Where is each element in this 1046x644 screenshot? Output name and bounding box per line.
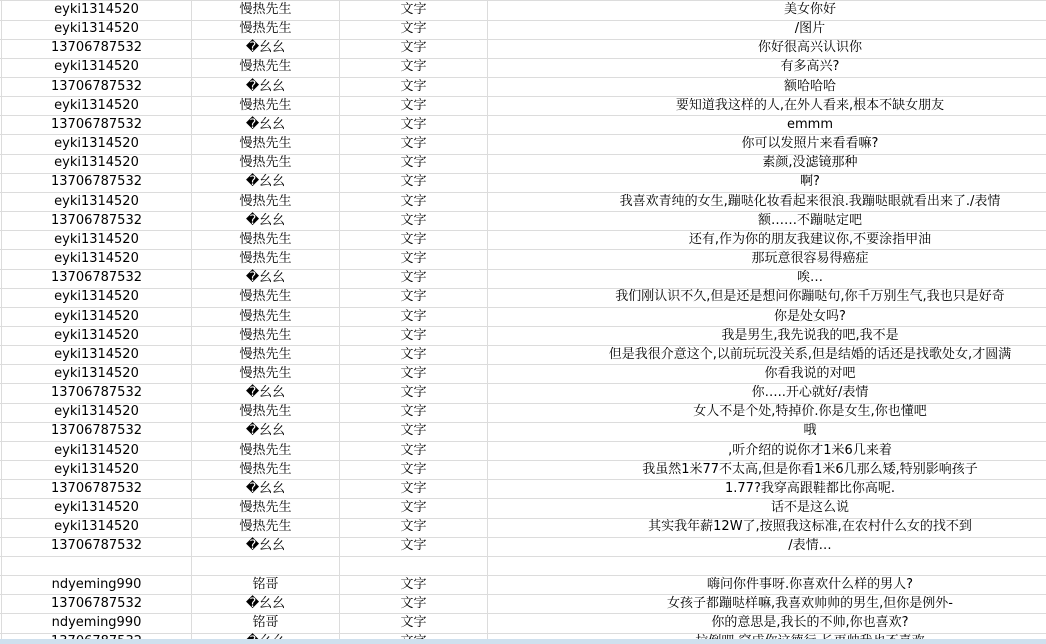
cell-message-type[interactable]: 文字 <box>340 384 488 404</box>
table-row <box>0 557 1046 576</box>
cell-message-type[interactable]: 文字 <box>340 154 488 174</box>
cell-sender-id[interactable]: eyki1314520 <box>2 308 192 328</box>
cell-message-type[interactable]: 文字 <box>340 576 488 596</box>
cell-message-type[interactable]: 文字 <box>340 231 488 251</box>
table-row <box>0 288 1046 307</box>
cell-message[interactable]: 你是处女吗? <box>488 308 1046 328</box>
cell-sender-name[interactable]: 慢热先生 <box>192 58 340 78</box>
cell-message-type[interactable]: 文字 <box>340 537 488 557</box>
cell-message[interactable]: 啊? <box>488 173 1046 193</box>
cell-message[interactable]: 你的意思是,我长的不帅,你也喜欢? <box>488 614 1046 634</box>
cell-sender-id[interactable]: eyki1314520 <box>2 135 192 155</box>
cell-sender-name[interactable]: �幺幺 <box>192 480 340 500</box>
table-row <box>0 231 1046 250</box>
table-row <box>0 39 1046 58</box>
cell-sender-name[interactable]: 慢热先生 <box>192 97 340 117</box>
cell-message[interactable]: 素颜,没滤镜那种 <box>488 154 1046 174</box>
cell-sender-name[interactable]: �幺幺 <box>192 78 340 98</box>
table-row <box>0 365 1046 384</box>
cell-sender-id[interactable]: ndyeming990 <box>2 614 192 634</box>
cell-sender-name[interactable]: 慢热先生 <box>192 193 340 213</box>
cell-message-type[interactable] <box>340 557 488 576</box>
table-row <box>0 576 1046 595</box>
cell-message[interactable]: 女孩子都蹦哒样嘛,我喜欢帅帅的男生,但你是例外- <box>488 595 1046 615</box>
table-row <box>0 97 1046 116</box>
cell-message[interactable]: 你好很高兴认识你 <box>488 39 1046 59</box>
cell-sender-name[interactable]: �幺幺 <box>192 422 340 442</box>
cell-message[interactable] <box>488 557 1046 576</box>
table-row <box>0 422 1046 441</box>
cell-sender-name[interactable]: �幺幺 <box>192 537 340 557</box>
cell-message[interactable]: 1.77?我穿高跟鞋都比你高呢. <box>488 480 1046 500</box>
cell-message-type[interactable]: 文字 <box>340 518 488 538</box>
cell-sender-id[interactable]: eyki1314520 <box>2 20 192 40</box>
cell-message-type[interactable]: 文字 <box>340 58 488 78</box>
cell-sender-name[interactable]: �幺幺 <box>192 212 340 232</box>
cell-message[interactable]: 唉… <box>488 269 1046 289</box>
cell-message-type[interactable]: 文字 <box>340 365 488 385</box>
table-row <box>0 595 1046 614</box>
cell-sender-name[interactable]: 慢热先生 <box>192 346 340 366</box>
cell-message-type[interactable]: 文字 <box>340 461 488 481</box>
cell-sender-id[interactable]: eyki1314520 <box>2 288 192 308</box>
cell-sender-name[interactable]: 慢热先生 <box>192 327 340 347</box>
cell-sender-id[interactable]: eyki1314520 <box>2 58 192 78</box>
table-row <box>0 154 1046 173</box>
cell-sender-name[interactable]: �幺幺 <box>192 384 340 404</box>
cell-message[interactable]: 你看我说的对吧 <box>488 365 1046 385</box>
cell-sender-id[interactable]: 13706787532 <box>2 78 192 98</box>
cell-sender-id[interactable]: eyki1314520 <box>2 231 192 251</box>
cell-message[interactable]: 你…..开心就好/表情 <box>488 384 1046 404</box>
cell-message[interactable]: 有多高兴? <box>488 58 1046 78</box>
cell-sender-name[interactable]: �幺幺 <box>192 173 340 193</box>
cell-message-type[interactable]: 文字 <box>340 269 488 289</box>
cell-message-type[interactable]: 文字 <box>340 480 488 500</box>
table-row <box>0 403 1046 422</box>
cell-message-type[interactable]: 文字 <box>340 1 488 21</box>
table-row <box>0 442 1046 461</box>
cell-sender-name[interactable]: �幺幺 <box>192 595 340 615</box>
cell-sender-id[interactable]: eyki1314520 <box>2 365 192 385</box>
cell-message-type[interactable]: 文字 <box>340 403 488 423</box>
cell-sender-id[interactable]: eyki1314520 <box>2 250 192 270</box>
cell-message[interactable]: 我虽然1米77不太高,但是你看1米6几那么矮,特别影响孩子 <box>488 461 1046 481</box>
cell-sender-id[interactable]: 13706787532 <box>2 116 192 136</box>
cell-sender-id[interactable]: eyki1314520 <box>2 1 192 21</box>
cell-sender-id[interactable]: eyki1314520 <box>2 193 192 213</box>
cell-sender-name[interactable]: �幺幺 <box>192 39 340 59</box>
cell-sender-id[interactable]: 13706787532 <box>2 595 192 615</box>
cell-sender-id[interactable]: 13706787532 <box>2 422 192 442</box>
cell-message-type[interactable]: 文字 <box>340 614 488 634</box>
cell-message[interactable]: 还有,作为你的朋友我建议你,不要涂指甲油 <box>488 231 1046 251</box>
cell-message-type[interactable]: 文字 <box>340 288 488 308</box>
cell-message-type[interactable]: 文字 <box>340 308 488 328</box>
cell-message-type[interactable]: 文字 <box>340 39 488 59</box>
cell-sender-name[interactable]: 慢热先生 <box>192 20 340 40</box>
cell-sender-name[interactable]: 慢热先生 <box>192 154 340 174</box>
table-row <box>0 384 1046 403</box>
table-row <box>0 269 1046 288</box>
cell-message[interactable]: 哦 <box>488 422 1046 442</box>
table-row <box>0 212 1046 231</box>
table-row <box>0 1 1046 20</box>
cell-sender-id[interactable]: eyki1314520 <box>2 97 192 117</box>
cell-sender-id[interactable]: 13706787532 <box>2 537 192 557</box>
cell-message[interactable]: 那玩意很容易得癌症 <box>488 250 1046 270</box>
cell-sender-name[interactable]: 慢热先生 <box>192 442 340 462</box>
cell-message[interactable]: /图片 <box>488 20 1046 40</box>
cell-sender-name[interactable]: 慢热先生 <box>192 288 340 308</box>
cell-message[interactable]: 嗨问你件事呀.你喜欢什么样的男人? <box>488 576 1046 596</box>
cell-message[interactable]: 你可以发照片来看看嘛? <box>488 135 1046 155</box>
cell-message[interactable]: ,听介绍的说你才1米6几来着 <box>488 442 1046 462</box>
table-row <box>0 499 1046 518</box>
cell-message[interactable]: 要知道我这样的人,在外人看来,根本不缺女朋友 <box>488 97 1046 117</box>
cell-sender-id[interactable]: eyki1314520 <box>2 499 192 519</box>
table-row <box>0 135 1046 154</box>
cell-sender-name[interactable]: 铭哥 <box>192 576 340 596</box>
cell-sender-id[interactable]: 13706787532 <box>2 173 192 193</box>
cell-message-type[interactable]: 文字 <box>340 422 488 442</box>
cell-message[interactable]: 额……不蹦哒定吧 <box>488 212 1046 232</box>
table-row <box>0 116 1046 135</box>
cell-sender-name[interactable]: 慢热先生 <box>192 308 340 328</box>
cell-sender-id[interactable]: eyki1314520 <box>2 403 192 423</box>
cell-sender-id[interactable]: eyki1314520 <box>2 461 192 481</box>
cell-message-type[interactable]: 文字 <box>340 595 488 615</box>
cell-message[interactable]: emmm <box>488 116 1046 136</box>
cell-message-type[interactable]: 文字 <box>340 327 488 347</box>
cell-sender-id[interactable]: 13706787532 <box>2 269 192 289</box>
cell-sender-name[interactable]: �幺幺 <box>192 116 340 136</box>
table-row <box>0 250 1046 269</box>
cell-sender-name[interactable]: 慢热先生 <box>192 231 340 251</box>
cell-message[interactable]: 女人不是个处,特掉价.你是女生,你也懂吧 <box>488 403 1046 423</box>
cell-sender-id[interactable] <box>2 557 192 576</box>
cell-message-type[interactable]: 文字 <box>340 442 488 462</box>
cell-message[interactable]: 但是我很介意这个,以前玩玩没关系,但是结婚的话还是找歌处女,才圆满 <box>488 346 1046 366</box>
cell-message[interactable]: 我喜欢青纯的女生,蹦哒化妆看起来很浪.我蹦哒眼就看出来了./表情 <box>488 193 1046 213</box>
cell-sender-name[interactable]: 铭哥 <box>192 614 340 634</box>
cell-sender-name[interactable]: 慢热先生 <box>192 499 340 519</box>
cell-sender-name[interactable]: 慢热先生 <box>192 403 340 423</box>
table-row <box>0 327 1046 346</box>
cell-message-type[interactable]: 文字 <box>340 499 488 519</box>
cell-sender-name[interactable]: 慢热先生 <box>192 250 340 270</box>
cell-message-type[interactable]: 文字 <box>340 78 488 98</box>
cell-message-type[interactable]: 文字 <box>340 20 488 40</box>
table-row <box>0 58 1046 77</box>
cell-sender-id[interactable]: ndyeming990 <box>2 576 192 596</box>
cell-message[interactable]: 美女你好 <box>488 1 1046 21</box>
cell-sender-id[interactable]: 13706787532 <box>2 480 192 500</box>
cell-sender-id[interactable]: eyki1314520 <box>2 518 192 538</box>
cell-sender-id[interactable]: eyki1314520 <box>2 442 192 462</box>
cell-sender-id[interactable]: 13706787532 <box>2 212 192 232</box>
cell-message-type[interactable]: 文字 <box>340 135 488 155</box>
cell-message-type[interactable]: 文字 <box>340 250 488 270</box>
table-row <box>0 537 1046 556</box>
cell-message-type[interactable]: 文字 <box>340 116 488 136</box>
cell-message[interactable]: 我是男生,我先说我的吧,我不是 <box>488 327 1046 347</box>
cell-sender-id[interactable]: 13706787532 <box>2 39 192 59</box>
table-row <box>0 461 1046 480</box>
table-row <box>0 78 1046 97</box>
table-row <box>0 308 1046 327</box>
cell-message-type[interactable]: 文字 <box>340 212 488 232</box>
table-row <box>0 480 1046 499</box>
bottom-scroll-strip[interactable] <box>0 639 1046 644</box>
cell-sender-name[interactable] <box>192 557 340 576</box>
table-row <box>0 193 1046 212</box>
cell-sender-name[interactable]: 慢热先生 <box>192 461 340 481</box>
cell-message[interactable]: 其实我年薪12W了,按照我这标准,在农村什么女的找不到 <box>488 518 1046 538</box>
cell-message-type[interactable]: 文字 <box>340 193 488 213</box>
cell-sender-id[interactable]: 13706787532 <box>2 384 192 404</box>
cell-message-type[interactable]: 文字 <box>340 173 488 193</box>
cell-message[interactable]: 话不是这么说 <box>488 499 1046 519</box>
cell-message[interactable]: 额哈哈哈 <box>488 78 1046 98</box>
cell-sender-id[interactable]: eyki1314520 <box>2 154 192 174</box>
table-row <box>0 173 1046 192</box>
table-row <box>0 346 1046 365</box>
cell-sender-name[interactable]: 慢热先生 <box>192 365 340 385</box>
cell-message[interactable]: 我们刚认识不久,但是还是想问你蹦哒句,你千万别生气,我也只是好奇 <box>488 288 1046 308</box>
cell-sender-name[interactable]: �幺幺 <box>192 269 340 289</box>
cell-sender-id[interactable]: eyki1314520 <box>2 346 192 366</box>
cell-message-type[interactable]: 文字 <box>340 346 488 366</box>
cell-sender-name[interactable]: 慢热先生 <box>192 1 340 21</box>
table-row <box>0 614 1046 633</box>
cell-sender-name[interactable]: 慢热先生 <box>192 135 340 155</box>
cell-message[interactable]: /表情… <box>488 537 1046 557</box>
cell-message-type[interactable]: 文字 <box>340 97 488 117</box>
table-row <box>0 20 1046 39</box>
cell-sender-id[interactable]: eyki1314520 <box>2 327 192 347</box>
table-row <box>0 518 1046 537</box>
cell-sender-name[interactable]: 慢热先生 <box>192 518 340 538</box>
